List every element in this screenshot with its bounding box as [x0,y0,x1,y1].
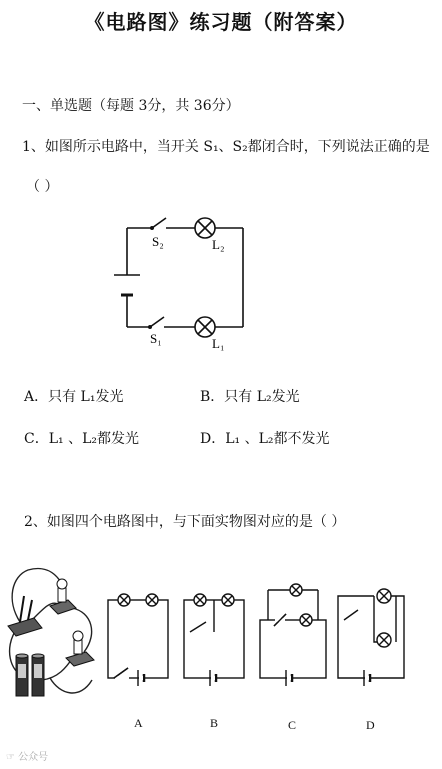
question-2-physical-circuit-picture [2,560,102,710]
switch-s1-blade [150,317,164,327]
question-2-circuit-a [104,580,174,690]
option-b: B．只有 L₂发光 [200,389,300,405]
circuit-b-letter: B [210,716,219,730]
question-2-circuit-d [334,578,414,690]
option-a: A．只有 L₁发光 [24,389,124,405]
section-heading: 一、单选题（每题 3分，共 36分） [22,98,240,114]
option-d: D．L₁ 、L₂都不发光 [200,431,330,447]
switch-s2-contact [150,226,154,230]
option-c: C．L₁ 、L₂都发光 [24,431,139,447]
watermark: ☞ 公众号 [6,752,49,763]
circuit-d-letter: D [366,718,375,732]
circuit-b-switch-icon [190,622,206,632]
question-2-text: 2、如图四个电路图中，与下面实物图对应的是（ ） [24,514,346,530]
question-1-text: 1、如图所示电路中，当开关 S₁、S₂都闭合时，下列说法正确的是 [22,139,430,155]
switch-s2-blade [152,218,166,228]
question-1-circuit-diagram [100,205,260,355]
physical-switch-icon [8,596,42,636]
switch-s2-label: S₂ [152,234,164,249]
circuit-a-letter: A [134,716,143,730]
question-1-blank: （ ） [26,179,59,195]
circuit-c-letter: C [288,718,297,732]
physical-batteries-icon [16,654,44,696]
physical-lamp-1-icon [50,579,76,614]
switch-s1-label: S₁ [150,331,162,346]
lamp-l1-label: L₁ [212,336,225,351]
lamp-l2-label: L₂ [212,237,225,252]
question-2-circuit-c [256,578,336,690]
question-2-circuit-b [180,580,250,690]
page-title: 《电路图》练习题（附答案） [84,10,358,34]
physical-lamp-2-icon [66,631,94,666]
circuit-d-switch-icon [344,610,358,620]
switch-s1-contact [148,325,152,329]
